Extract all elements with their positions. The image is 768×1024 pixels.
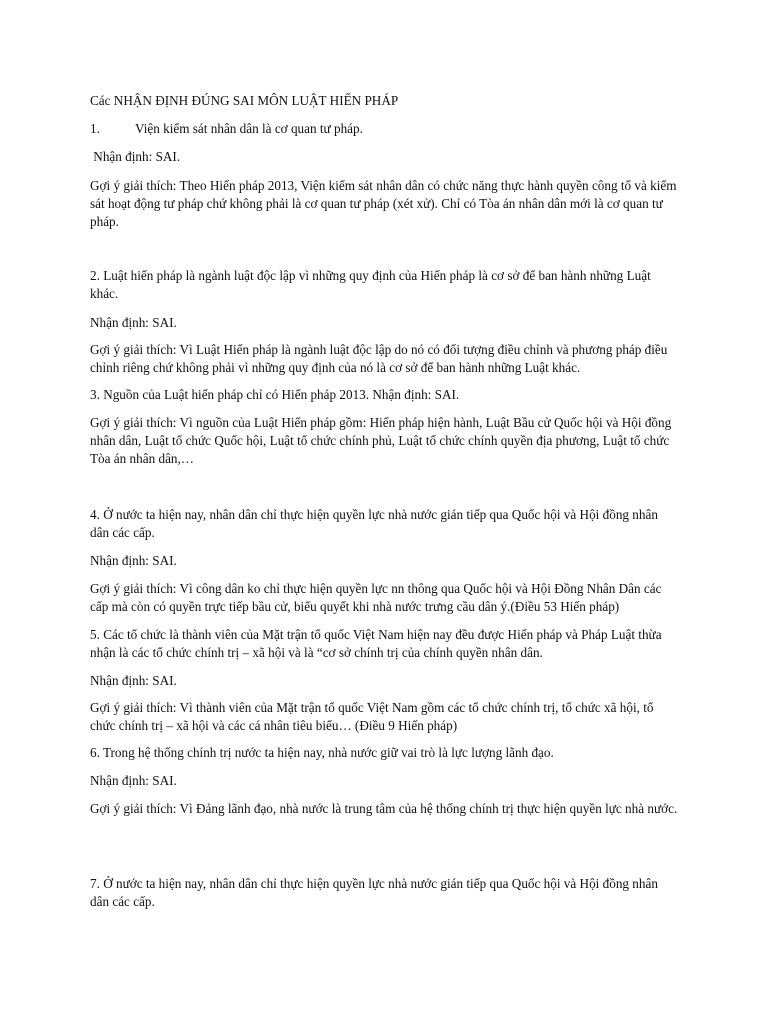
item-1-number: 1. [90, 121, 100, 136]
document-title: Các NHẬN ĐỊNH ĐÚNG SAI MÔN LUẬT HIẾN PHÁP [90, 93, 399, 108]
item-7-statement: 7. Ở nước ta hiện nay, nhân dân chỉ thực hiện quyền lực nhà nước gián tiếp qua Quốc hội và Hội đồng nhân dân các cấp. [90, 876, 658, 909]
item-2-statement: 2. Luật hiến pháp là ngành luật độc lập vì những quy định của Hiến pháp là cơ sở để ban hành những Luật khác. [90, 268, 651, 301]
item-4-verdict: Nhận định: SAI. [90, 553, 177, 568]
item-6-explanation: Gợi ý giải thích: Vì Đảng lãnh đạo, nhà nước là trung tâm của hệ thống chính trị thực hiện quyền lực nhà nước. [90, 801, 678, 816]
item-6-verdict: Nhận định: SAI. [90, 773, 177, 788]
item-2-explanation: Gợi ý giải thích: Vì Luật Hiến pháp là ngành luật độc lập do nó có đối tượng điều chỉnh và phương pháp điều chỉnh riêng chứ không phải vì những quy định của nó là cơ sở để ban hành những Luật khác. [90, 342, 668, 375]
item-1-verdict: Nhận định: SAI. [90, 149, 181, 164]
item-6-statement: 6. Trong hệ thống chính trị nước ta hiện nay, nhà nước giữ vai trò là lực lượng lãnh đạo. [90, 745, 554, 760]
item-1-statement [90, 120, 680, 138]
item-5-statement: 5. Các tổ chức là thành viên của Mặt trận tổ quốc Việt Nam hiện nay đều được Hiến pháp và Pháp Luật thừa nhận là các tổ chức chính trị – xã hội và là “cơ sở chính trị của chính quyền nhân dân. [90, 627, 662, 660]
item-5-explanation: Gợi ý giải thích: Vì thành viên của Mặt trận tổ quốc Việt Nam gồm các tổ chức chính trị, tổ chức xã hội, tổ chức chính trị – xã hội và các cá nhân tiêu biểu… (Điều 9 Hiến pháp) [90, 700, 654, 733]
item-3-statement: 3. Nguồn của Luật hiến pháp chỉ có Hiến pháp 2013. Nhận định: SAI. [90, 387, 460, 402]
item-1-explanation: Gợi ý giải thích: Theo Hiến pháp 2013, Viện kiểm sát nhân dân có chức năng thực hành quyền công tố và kiểm sát hoạt động tư pháp chứ không phải là cơ quan tư pháp (xét xử). Chỉ có Tòa án nhân dân mới là cơ quan tư pháp. [90, 178, 677, 229]
item-3-explanation: Gợi ý giải thích: Vì nguồn của Luật Hiến pháp gồm: Hiến pháp hiện hành, Luật Bầu cử Quốc hội và Hội đồng nhân dân, Luật tổ chức Quốc hội, Luật tổ chức chính phủ, Luật tổ chức chính quyền địa phương, Luật tổ chức Tòa án nhân dân,… [90, 415, 672, 466]
item-4-statement: 4. Ở nước ta hiện nay, nhân dân chỉ thực hiện quyền lực nhà nước gián tiếp qua Quốc hội và Hội đồng nhân dân các cấp. [90, 507, 658, 540]
item-1-statement-text: Viện kiểm sát nhân dân là cơ quan tư pháp. [135, 121, 363, 136]
item-4-explanation: Gợi ý giải thích: Vì công dân ko chỉ thực hiện quyền lực nn thông qua Quốc hội và Hội Đồng Nhân Dân các cấp mà còn có quyền trực tiếp bầu cử, biểu quyết khi nhà nước trưng cầu dân ý.(Điều 53 Hiến pháp) [90, 581, 662, 614]
item-2-verdict: Nhận định: SAI. [90, 315, 177, 330]
item-5-verdict: Nhận định: SAI. [90, 673, 177, 688]
